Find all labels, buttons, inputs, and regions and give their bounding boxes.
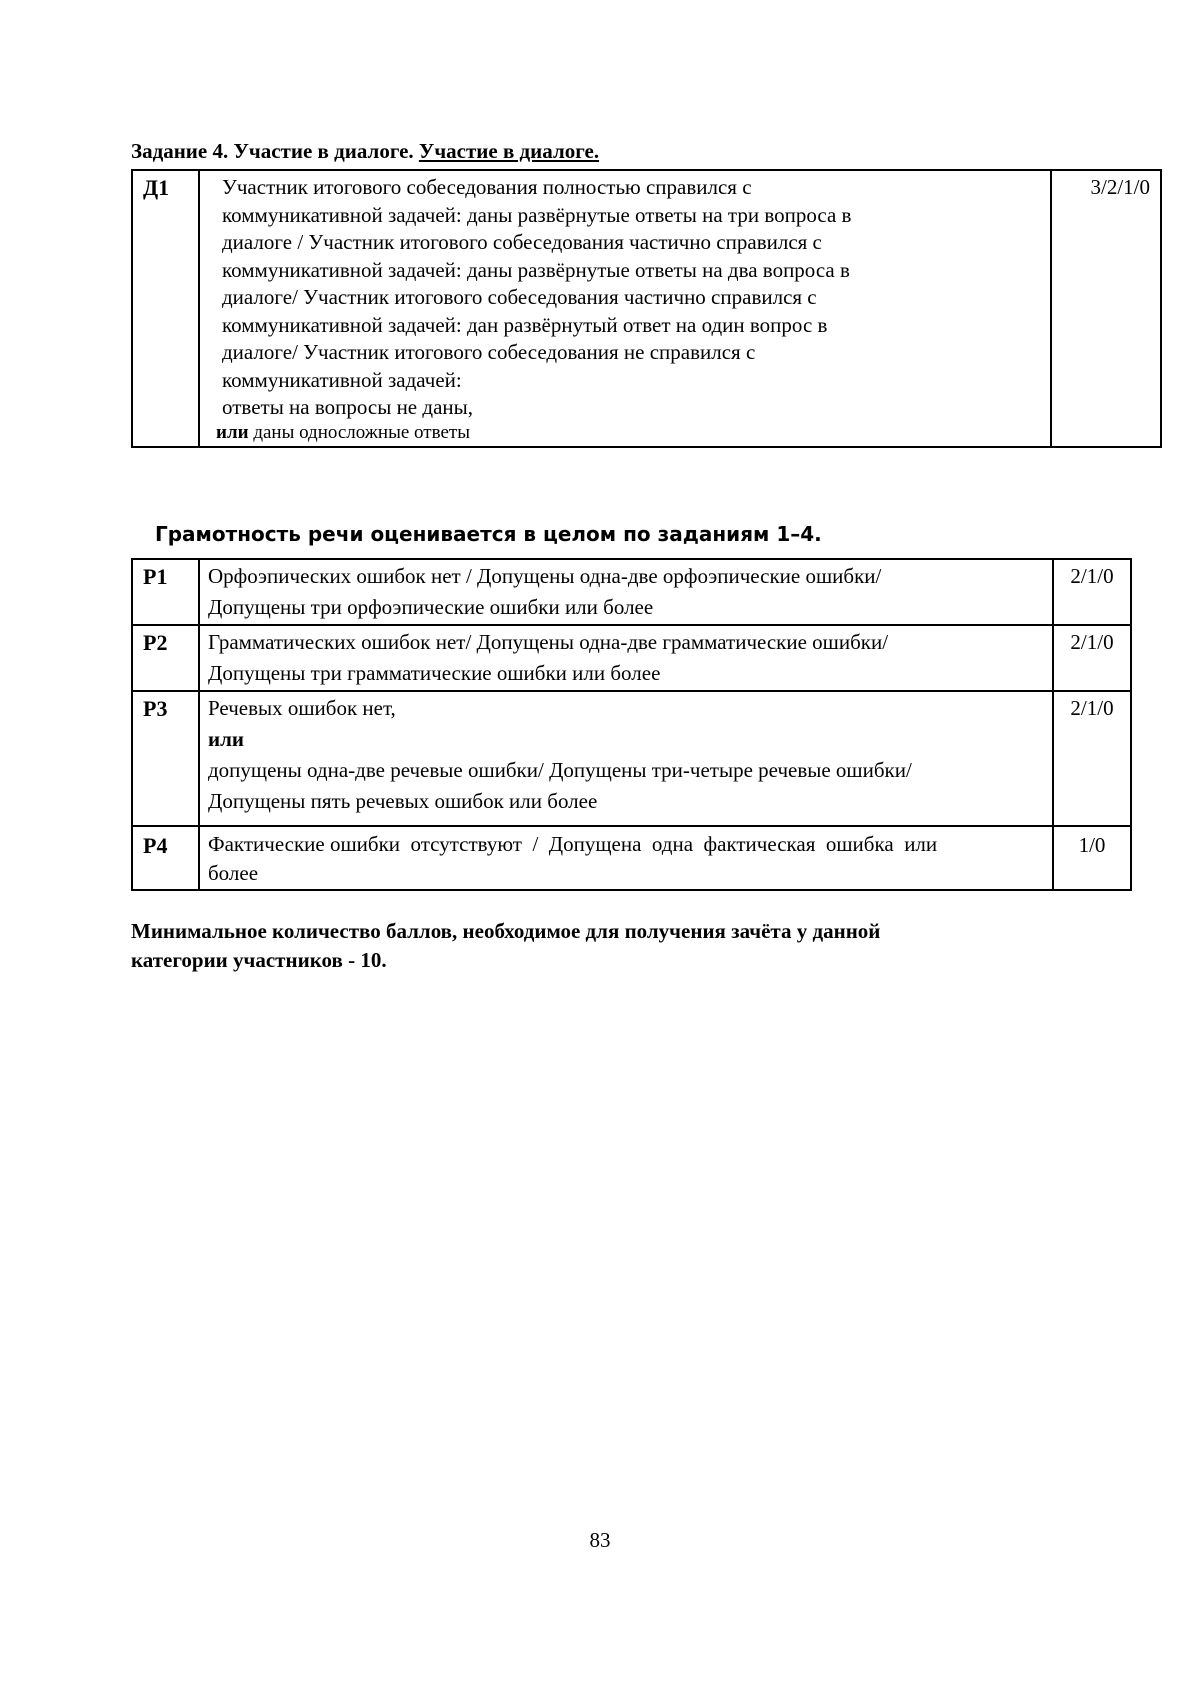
criterion-score: 1/0: [1053, 826, 1131, 890]
criterion-score: 3/2/1/0: [1051, 170, 1161, 447]
criterion-description: [199, 826, 1053, 890]
criterion-description: [199, 170, 1051, 447]
criterion-code: Р3: [132, 691, 199, 826]
criterion-code: Р1: [132, 559, 199, 625]
table-row-r2: [132, 625, 1131, 691]
description-line: диалоге / Участник итогового собеседования частично справился с: [222, 230, 822, 254]
criterion-score: 2/1/0: [1053, 691, 1131, 826]
criterion-code: Р4: [132, 826, 199, 890]
task4-title: Задание 4. Участие в диалоге.: [131, 139, 414, 163]
description-line: коммуникативной задачей: даны развёрнутые ответы на три вопроса в: [222, 202, 852, 227]
criterion-description: [199, 625, 1053, 691]
description-line: Допущены пять речевых ошибок или более: [208, 789, 598, 813]
table-row-d1: [132, 170, 1161, 447]
description-line: коммуникативной задачей: дан развёрнутый ответ на один вопрос в: [222, 312, 828, 337]
description-line: диалоге/ Участник итогового собеседования частично справился с: [222, 285, 817, 309]
bold-or: или: [216, 421, 249, 443]
description-line: допущены одна-две речевые ошибки/ Допущены три-четыре речевые ошибки/: [208, 758, 912, 782]
description-line: Грамматических ошибок нет/ Допущены одна-две грамматические ошибки/: [208, 630, 889, 654]
criterion-code: Р2: [132, 625, 199, 691]
task4-title-underlined: Участие в диалоге.: [418, 139, 600, 163]
table-row-r4: [132, 826, 1131, 890]
description-bold-or: или: [208, 727, 244, 751]
literacy-criteria-table: [131, 558, 1132, 891]
description-line: диалоге/ Участник итогового собеседования не справился с: [222, 340, 756, 364]
table-row-r1: [132, 559, 1131, 625]
note-line: категории участников - 10.: [131, 948, 387, 972]
description-line: коммуникативной задачей: даны развёрнутые ответы на два вопроса в: [222, 257, 850, 282]
description-last-line: [216, 422, 1042, 444]
description-line: Речевых ошибок нет,: [208, 696, 396, 720]
description-line: коммуникативной задачей:: [222, 367, 462, 392]
criterion-description: [199, 559, 1053, 625]
description-line: Допущены три орфоэпические ошибки или более: [208, 595, 654, 619]
description-line: ответы на вопросы не даны,: [222, 395, 473, 419]
description-line: более: [208, 861, 259, 885]
task4-criteria-table: [131, 169, 1162, 448]
criterion-score: 2/1/0: [1053, 559, 1131, 625]
description-line: Фактические ошибки отсутствуют / Допущена одна фактическая ошибка или: [208, 832, 938, 856]
table-row-r3: [132, 691, 1131, 826]
criterion-score: 2/1/0: [1053, 625, 1131, 691]
note-line: Минимальное количество баллов, необходимое для получения зачёта у данной: [131, 919, 881, 943]
criterion-code: Д1: [132, 170, 199, 447]
description-line: Орфоэпических ошибок нет / Допущены одна-две орфоэпические ошибки/: [208, 564, 882, 588]
minimum-score-note: [131, 917, 1131, 975]
literacy-heading: Грамотность речи оценивается в целом по заданиям 1–4.: [155, 522, 822, 546]
page-number: 83: [589, 1528, 611, 1552]
description-last-text: даны односложные ответы: [248, 421, 470, 443]
description-line: Допущены три грамматические ошибки или более: [208, 661, 661, 685]
description-line: Участник итогового собеседования полностью справился с: [222, 175, 752, 199]
criterion-description: [199, 691, 1053, 826]
task4-heading: [131, 139, 599, 164]
